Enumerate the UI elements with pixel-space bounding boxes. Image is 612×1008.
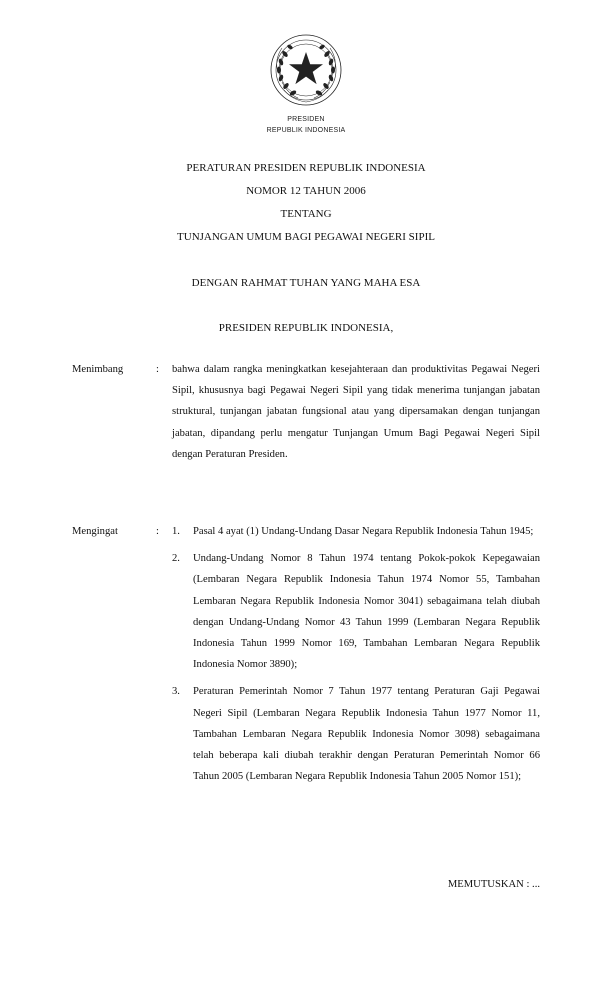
mengingat-colon: : — [156, 526, 159, 537]
list-item — [172, 681, 540, 787]
menimbang-text: bahwa dalam rangka meningkatkan kesejahteraan dan produktivitas Pegawai Negeri Sipil, khususnya bagi Pegawai Negeri Sipil yang tidak menerima tunjangan jabatan struktural, tunjangan jabatan fungsional atau yang dipersamakan dengan tunjangan jabatan, dipandang perlu mengatur Tunjangan Umum Bagi Pegawai Negeri Sipil dengan Peraturan Presiden. — [172, 364, 540, 460]
list-item-number: 2. — [172, 553, 180, 565]
menimbang-label: Menimbang — [72, 364, 124, 375]
list-item — [172, 548, 540, 675]
list-item-text: Peraturan Pemerintah Nomor 7 Tahun 1977 tentang Peraturan Gaji Pegawai Negeri Sipil (Lembaran Negara Republik Indonesia Tahun 1977 Nomor 11, Tambahan Lembaran Negara Republik Indonesia Nomor 3098) sebagaimana telah beberapa kali diubah terakhir dengan Peraturan Pemerintah Nomor 66 Tahun 2005 (Lembaran Negara Republik Indonesia Tahun 2005 Nomor 151); — [193, 686, 540, 783]
list-item-number: 3. — [172, 686, 180, 698]
list-item — [172, 521, 540, 542]
emblem-label-line2: REPUBLIK INDONESIA — [266, 127, 346, 134]
list-item-text: Pasal 4 ayat (1) Undang-Undang Dasar Negara Republik Indonesia Tahun 1945; — [193, 526, 534, 537]
regulation-title: PERATURAN PRESIDEN REPUBLIK INDONESIA — [186, 162, 426, 174]
menimbang-colon: : — [156, 364, 159, 375]
regulation-number: NOMOR 12 TAHUN 2006 — [246, 185, 366, 197]
mengingat-label: Mengingat — [72, 526, 118, 537]
regulation-subject: TUNJANGAN UMUM BAGI PEGAWAI NEGERI SIPIL — [177, 231, 435, 243]
continuation-marker: MEMUTUSKAN : ... — [447, 879, 540, 890]
mengingat-list — [172, 521, 540, 793]
invocation: DENGAN RAHMAT TUHAN YANG MAHA ESA — [191, 277, 421, 289]
issuer: PRESIDEN REPUBLIK INDONESIA, — [218, 322, 394, 334]
regulation-about: TENTANG — [280, 208, 332, 220]
list-item-number: 1. — [172, 526, 180, 537]
emblem-label-line1: PRESIDEN — [287, 116, 325, 123]
list-item-text: Undang-Undang Nomor 8 Tahun 1974 tentang Pokok-pokok Kepegawaian (Lembaran Negara Republik Indonesia Tahun 1974 Nomor 55, Tambahan Lembaran Negara Republik Indonesia Nomor 3041) sebagaimana telah diubah dengan Undang-Undang Nomor 43 Tahun 1999 (Lembaran Negara Republik Indonesia Tahun 1999 Nomor 169, Tambahan Lembaran Negara Republik Indonesia Nomor 3890); — [193, 553, 540, 671]
garuda-emblem-icon — [268, 32, 344, 108]
